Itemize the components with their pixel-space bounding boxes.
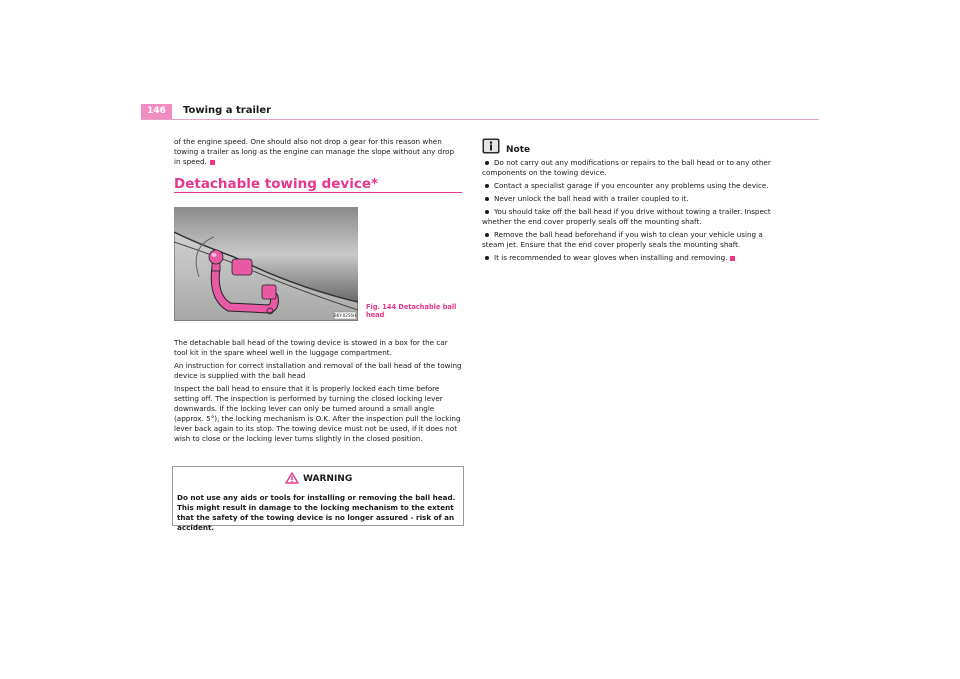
warning-header xyxy=(173,467,463,491)
note-title: Note xyxy=(506,145,531,155)
section-divider xyxy=(174,192,462,193)
figure-caption-line1: Fig. 144 Detachable ball xyxy=(366,303,457,311)
note-item-text: Contact a specialist garage if you encounter any problems using the device. xyxy=(494,181,769,190)
figure-ball-head xyxy=(174,207,358,321)
warning-text: Do not use any aids or tools for installing or removing the ball head. This might result in damage to the locking mechanism to the extent that the safety of the towing device is no longer assured - risk of an accident. xyxy=(177,493,456,532)
figure-caption-line2: head xyxy=(366,311,385,319)
bullet-icon xyxy=(485,197,489,201)
section-end-icon xyxy=(730,256,735,261)
section-body xyxy=(174,338,462,444)
note-item-text: You should take off the ball head if you drive without towing a trailer. Inspect whether the end cover properly seals off the mounting shaft. xyxy=(482,207,771,226)
bullet-icon xyxy=(485,184,489,188)
towbar-illustration xyxy=(174,207,358,321)
note-info-icon xyxy=(482,138,500,154)
note-header xyxy=(482,138,500,156)
note-list xyxy=(482,158,778,266)
note-item xyxy=(482,181,778,191)
warning-title: WARNING xyxy=(303,474,353,484)
note-item xyxy=(482,230,778,250)
header-divider xyxy=(141,119,819,120)
section-title: Detachable towing device* xyxy=(174,176,379,192)
section-end-icon xyxy=(210,160,215,165)
note-item xyxy=(482,207,778,227)
note-item xyxy=(482,253,778,263)
intro-paragraph: of the engine speed. One should also not drop a gear for this reason when towing a trailer as long as the engine can manage the slope without any drop in speed. xyxy=(174,137,454,166)
page-number: 146 xyxy=(141,104,172,119)
note-item-text: Never unlock the ball head with a trailer coupled to it. xyxy=(494,194,689,203)
paragraph-storage: The detachable ball head of the towing device is stowed in a box for the car tool kit in the spare wheel well in the luggage compartment. xyxy=(174,338,448,357)
bullet-icon xyxy=(485,210,489,214)
bullet-icon xyxy=(485,256,489,260)
paragraph-instruction: An instruction for correct installation and removal of the ball head of the towing device is supplied with the ball head xyxy=(174,361,462,380)
note-item xyxy=(482,194,778,204)
note-item-text: Remove the ball head beforehand if you wish to clean your vehicle using a steam jet. Ensure that the end cover properly seals the mounting shaft. xyxy=(482,230,763,249)
warning-box xyxy=(172,466,464,532)
running-header-title: Towing a trailer xyxy=(183,105,272,116)
note-item xyxy=(482,158,778,178)
figure-caption xyxy=(366,303,476,319)
bullet-icon xyxy=(485,161,489,165)
warning-triangle-icon xyxy=(285,472,299,484)
note-item-text: Do not carry out any modifications or repairs to the ball head or to any other components on the towing device. xyxy=(482,158,771,177)
intro-paragraph-block xyxy=(174,137,462,167)
note-item-text: It is recommended to wear gloves when installing and removing. xyxy=(494,253,728,262)
bullet-icon xyxy=(485,233,489,237)
figure-code: B6Y-0256H xyxy=(334,313,356,318)
paragraph-inspection: Inspect the ball head to ensure that it is properly locked each time before setting off. The inspection is performed by turning the closed locking lever downwards. If the locking lever can only be turned around a small angle (approx. 5°), the locking mechanism is O.K. After the inspection pull the locking lever back again to its stop. The towing device must not be used, if it does not wish to close or the locking lever turns slightly in the closed position. xyxy=(174,384,461,443)
